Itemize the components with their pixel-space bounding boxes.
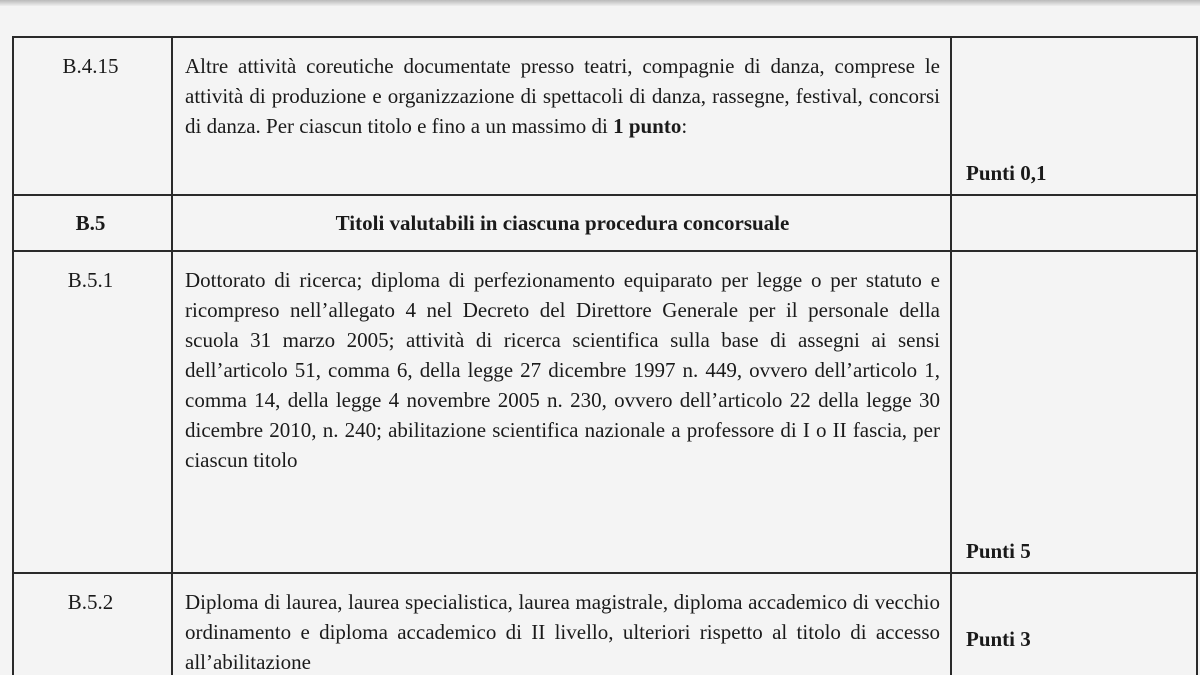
- section-code: B.5: [13, 195, 172, 251]
- table-row: [13, 573, 1197, 675]
- row-points: Punti 3: [951, 573, 1197, 675]
- scoring-table: [12, 36, 1198, 675]
- row-description: Diploma di laurea, laurea specialistica, laurea magistrale, diploma accademico di vecchio ordinamento e diploma accademico di II livello, ulteriori rispetto al titolo di accesso all’abilitazione: [172, 573, 951, 675]
- description-text: Altre attività coreutiche documentate presso teatri, compagnie di danza, comprese le attività di produzione e organizzazione di spettacoli di danza, rassegne, festival, concorsi di danza. Per ciascun titolo e fino a un massimo di: [185, 54, 940, 138]
- row-description: [172, 37, 951, 195]
- section-title: Titoli valutabili in ciascuna procedura concorsuale: [172, 195, 951, 251]
- table-section-row: [13, 195, 1197, 251]
- row-description: Dottorato di ricerca; diploma di perfezionamento equiparato per legge o per statuto e ricompreso nell’allegato 4 nel Decreto del Direttore Generale per il personale della scuola 31 marzo 2005; attività di ricerca scientifica sulla base di assegni ai sensi dell’articolo 51, comma 6, della legge 27 dicembre 1997 n. 449, ovvero dell’articolo 1, comma 14, della legge 4 novembre 2005 n. 230, ovvero dell’articolo 22 della legge 30 dicembre 2010, n. 240; abilitazione scientifica nazionale a professore di I o II fascia, per ciascun titolo: [172, 251, 951, 573]
- row-code: B.4.15: [13, 37, 172, 195]
- description-tail: :: [681, 114, 688, 138]
- row-code: B.5.2: [13, 573, 172, 675]
- section-points: [951, 195, 1197, 251]
- description-max-points: 1 punto: [613, 114, 682, 138]
- row-points: Punti 5: [951, 251, 1197, 573]
- table-row: [13, 37, 1197, 195]
- table-row: [13, 251, 1197, 573]
- row-points: Punti 0,1: [951, 37, 1197, 195]
- row-code: B.5.1: [13, 251, 172, 573]
